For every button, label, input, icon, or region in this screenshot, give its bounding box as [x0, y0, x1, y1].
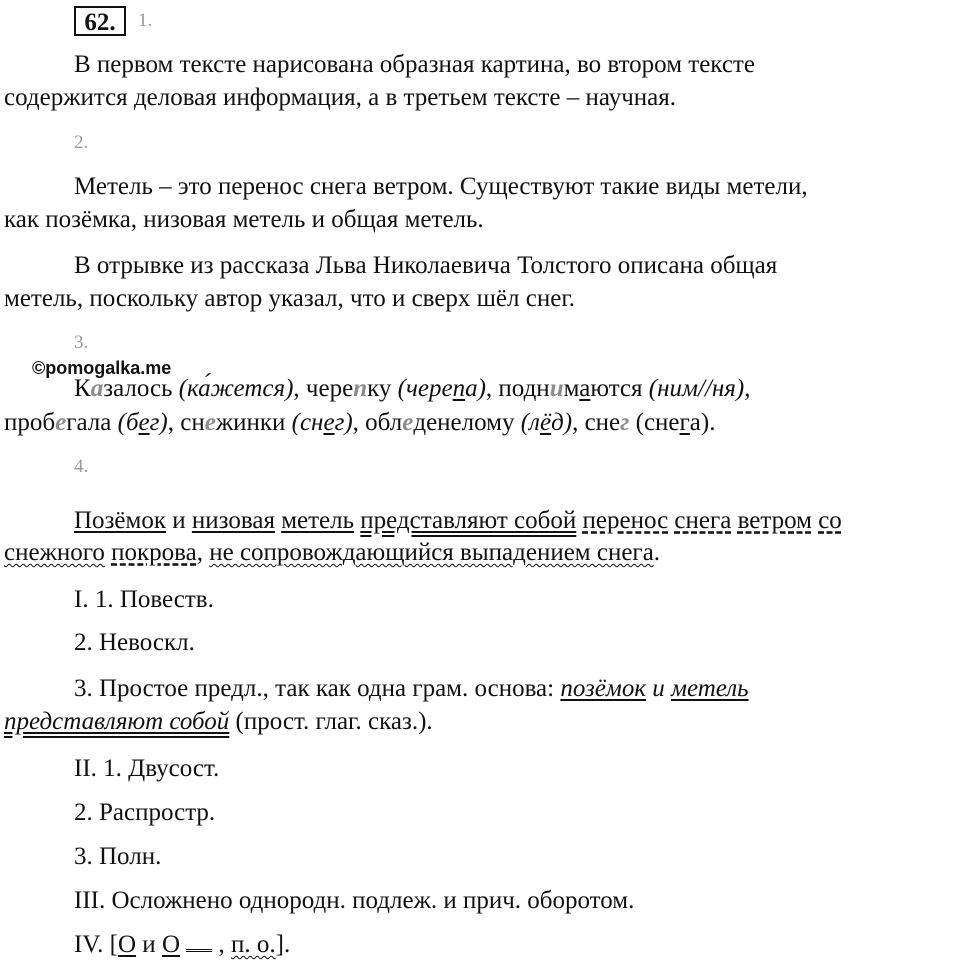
analysis-III: III. Осложнено однородн. подлеж. и прич. оборотом.: [74, 887, 635, 914]
part2-p2-line1: В отрывке из рассказа Льва Николаевича Толстого описана общая: [74, 252, 778, 279]
analysis-I-3-line2: представляют собой (прост. глаг. сказ.).: [4, 708, 433, 735]
part1-line1: В первом тексте нарисована образная картина, во втором тексте: [74, 51, 755, 78]
part3-line2: пробегала (бег), снежинки (снег), обледенелому (лёд), снег (снега).: [4, 409, 716, 436]
part3-line1: Казалось (ка́жется), черепку (черепа), поднимаются (ним//ня),: [74, 375, 751, 402]
analysis-II-3: 3. Полн.: [74, 843, 162, 870]
part2-p1-line2: как позёмка, низовая метель и общая метель.: [4, 206, 484, 233]
sentence-line2: снежного покрова, не сопровождающийся выпадением снега.: [4, 539, 661, 566]
analysis-I-3-line1: 3. Простое предл., так как одна грам. основа: позёмок и метель: [74, 675, 749, 702]
part-1-number: 1.: [138, 10, 153, 31]
part2-p1-line1: Метель – это перенос снега ветром. Существуют такие виды метели,: [74, 173, 808, 200]
exercise-number: 62.: [74, 6, 126, 36]
part-2-number: 2.: [74, 132, 89, 153]
part2-p2-line2: метель, поскольку автор указал, что и сверх шёл снег.: [4, 285, 576, 312]
part1-line2: содержится деловая информация, а в третьем тексте – научная.: [4, 84, 676, 111]
analysis-I-2: 2. Невоскл.: [74, 629, 195, 656]
part-3-number: 3.: [74, 332, 89, 353]
analysis-II-2: 2. Распростр.: [74, 799, 216, 826]
analysis-IV-scheme: IV. [О и О , п. о.].: [74, 931, 291, 958]
analysis-II-1: II. 1. Двусост.: [74, 755, 220, 782]
sentence-line1: Позёмок и низовая метель представляют собой перенос снега ветром со: [74, 507, 842, 534]
watermark: ©pomogalka.me: [32, 358, 172, 378]
analysis-I-1: I. 1. Повеств.: [74, 586, 214, 613]
predicate-blank: [186, 931, 212, 952]
part-4-number: 4.: [74, 456, 89, 477]
